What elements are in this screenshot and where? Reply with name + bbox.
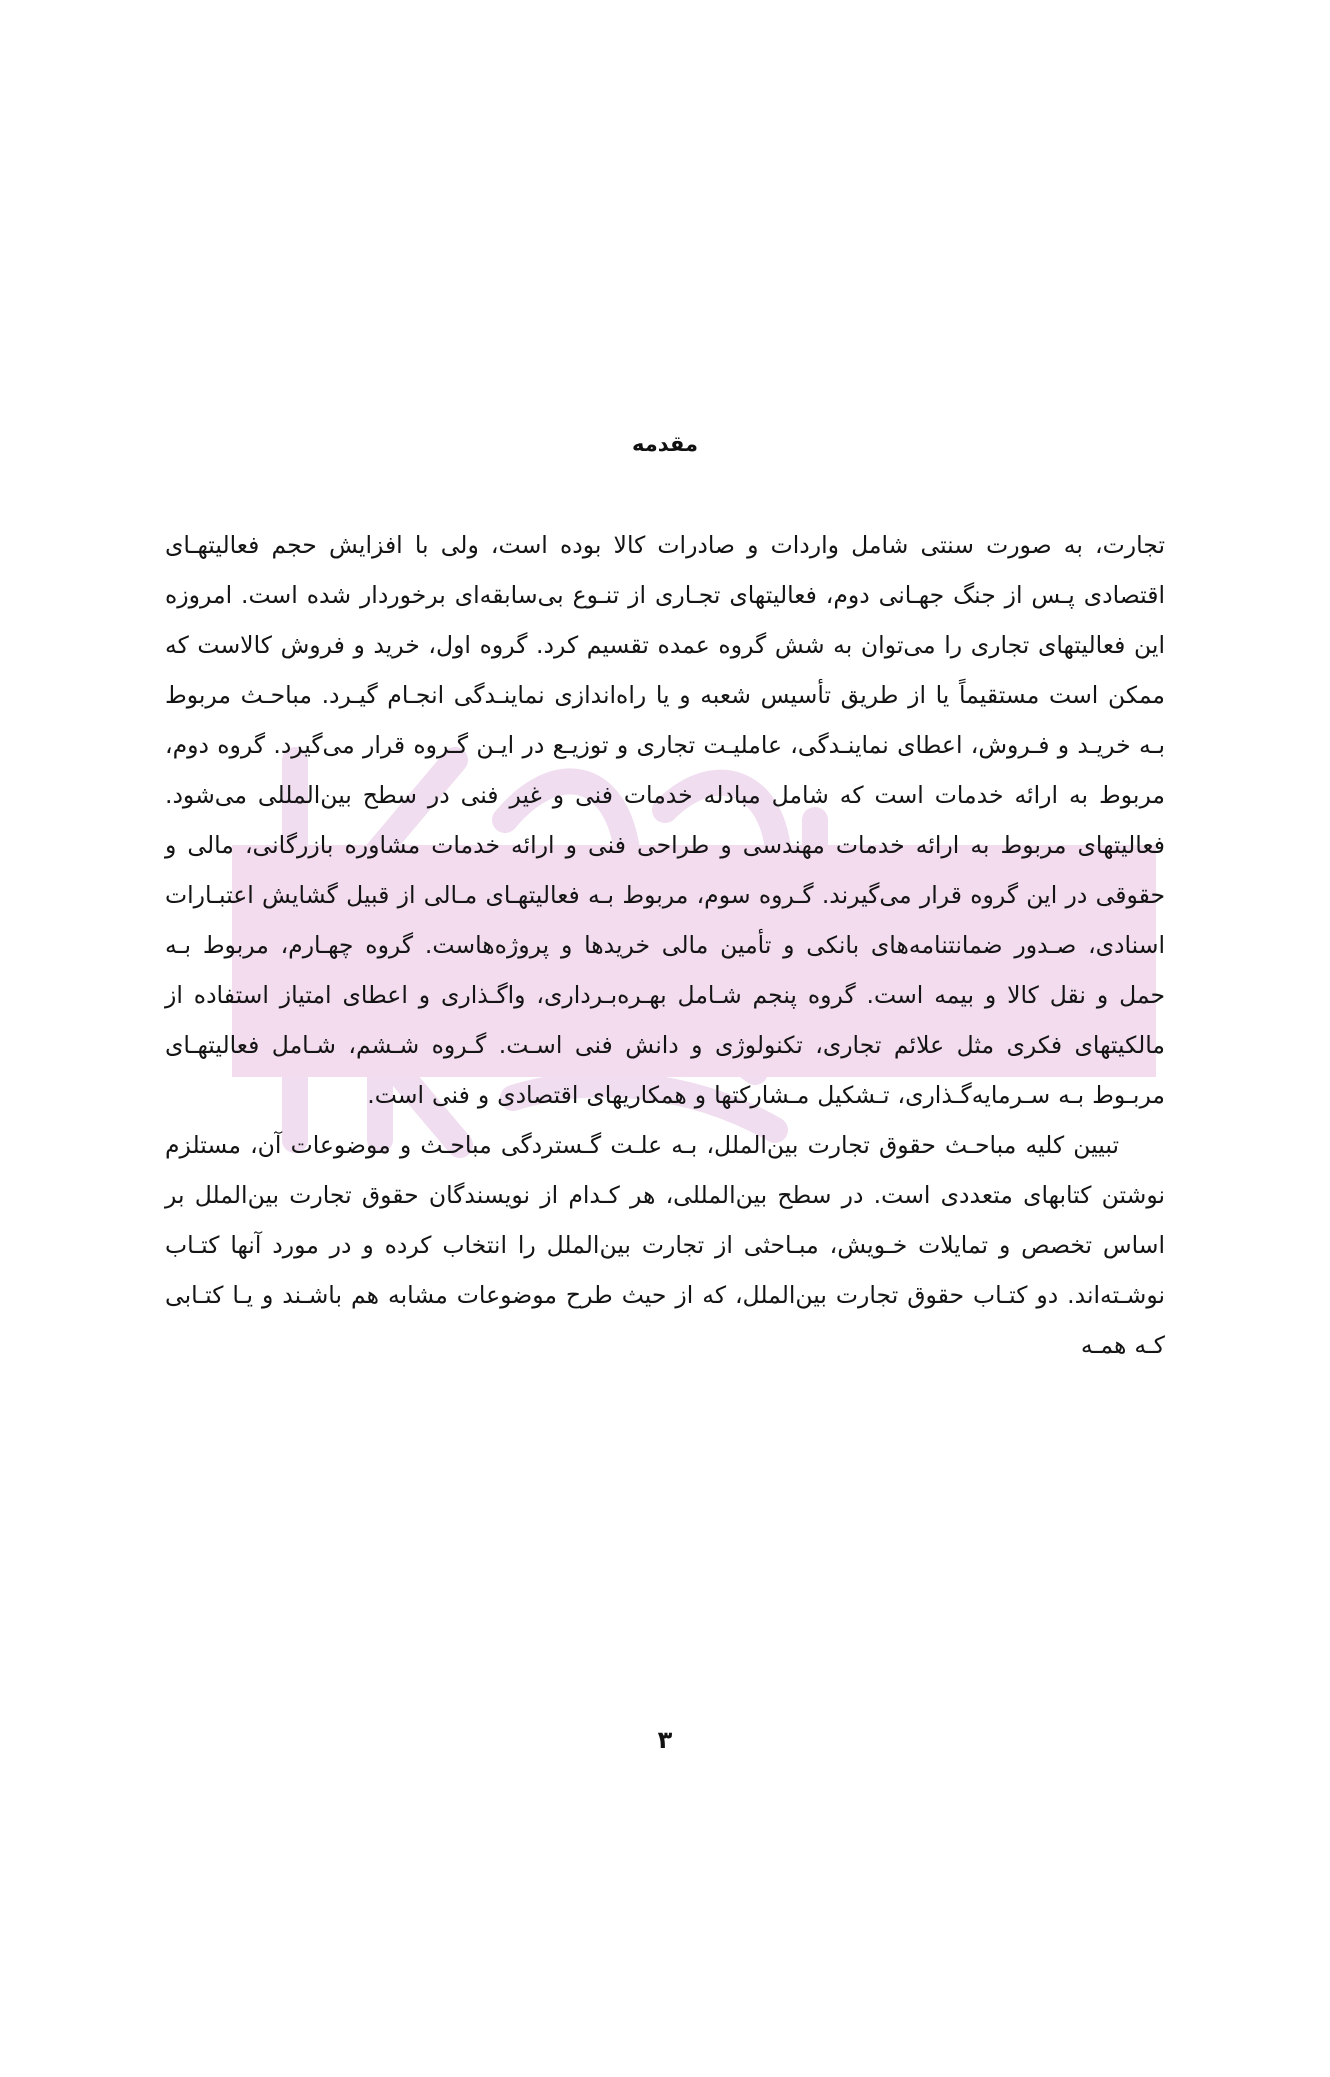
body-text [165, 520, 1165, 1370]
paragraph-1: تجارت، به صورت سنتی شامل واردات و صادرات کالا بوده است، ولی با افزایش حجم فعالیتهـای اقتصادی پـس از جنگ جهـانی دوم، فعالیتهای تجـاری از تنـوع بی‌سابقه‌ای برخوردار شده است. امروزه این فعالیتهای تجاری را می‌توان به شش گروه عمده تقسیم کرد. گروه اول، خرید و فروش کالاست که ممکن است مستقیماً یا از طریق تأسیس شعبه و یا راه‌اندازی نماینـدگی انجـام گیـرد. مباحـث مربوط بـه خریـد و فـروش، اعطای نماینـدگی، عاملیـت تجاری و توزیـع در ایـن گـروه قرار می‌گیرد. گروه دوم، مربوط به ارائه خدمات است که شامل مبادله خدمات فنی و غیر فنی در سطح بین‌المللی می‌شود. فعالیتهای مربوط به ارائه خدمات مهندسی و طراحی فنی و ارائه خدمات مشاوره بازرگانی، مالی و حقوقی در این گروه قرار می‌گیرند. گـروه سوم، مربوط بـه فعالیتهـای مـالی از قبیل گشایش اعتبـارات اسنادی، صـدور ضمانتنامه‌های بانکی و تأمین مالی خریدها و پروژه‌هاست. گروه چهـارم، مربوط بـه حمل و نقل کالا و بیمه است. گروه پنجم شـامل بهـره‌بـرداری، واگـذاری و اعطای امتیاز استفاده از مالکیتهای فکری مثل علائم تجاری، تکنولوژی و دانش فنی اسـت. گـروه شـشم، شـامل فعالیتهـای مربـوط بـه سـرمایه‌گـذاری، تـشکیل مـشارکتها و همکاریهای اقتصادی و فنی است. [165, 531, 1165, 1109]
paragraph-2: تبیین کلیه مباحـث حقوق تجارت بین‌الملل، بـه علـت گـستردگی مباحـث و موضوعات آن، مستلزم نوشتن کتابهای متعددی است. در سطح بین‌المللی، هر کـدام از نویسندگان حقوق تجارت بین‌الملل بر اساس تخصص و تمایلات خـویش، مبـاحثی از تجارت بین‌الملل را انتخاب کرده و در مورد آنها کتـاب نوشـته‌اند. دو کتـاب حقوق تجارت بین‌الملل، که از حیث طرح موضوعات مشابه هم باشـند و یـا کتـابی کـه همـه [165, 1131, 1165, 1359]
page-title: مقدمه [632, 432, 698, 456]
page-number: ۳ [657, 1726, 673, 1754]
